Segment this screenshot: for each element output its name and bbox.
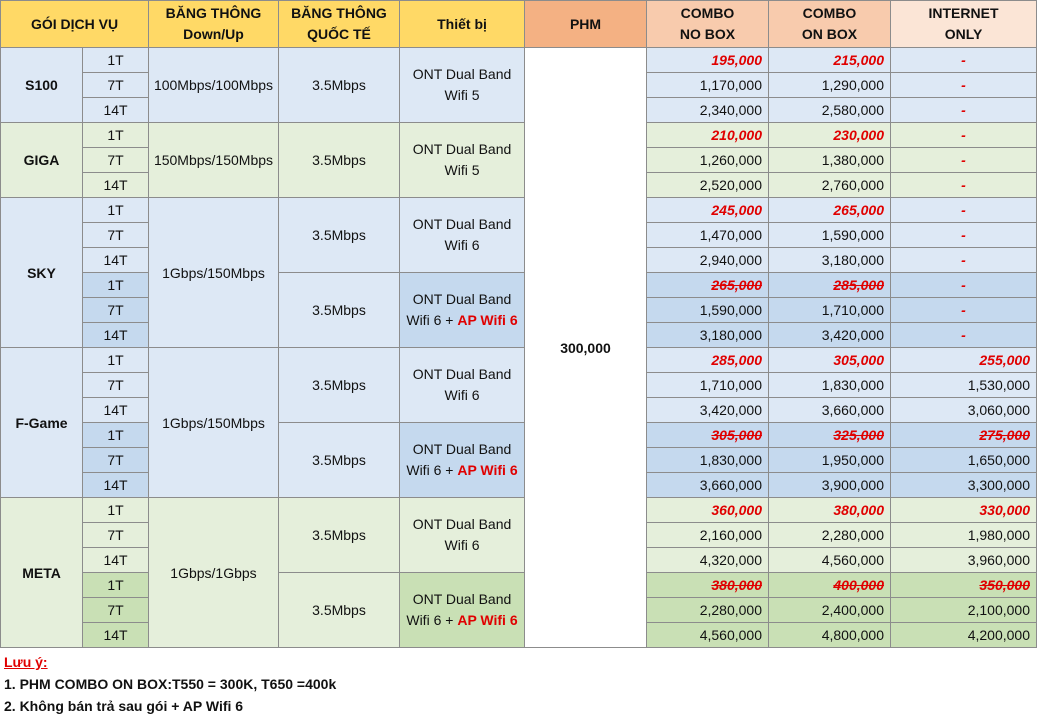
ap-wifi6-label: AP Wifi 6	[457, 312, 518, 328]
package-name: F-Game	[1, 348, 83, 498]
price-nobox: 3,660,000	[647, 473, 769, 498]
price-onbox: 325,000	[769, 423, 891, 448]
intl-bandwidth-cell: 3.5Mbps	[279, 123, 400, 198]
term-cell: 14T	[83, 323, 149, 348]
price-onbox: 1,710,000	[769, 298, 891, 323]
price-nobox: 360,000	[647, 498, 769, 523]
price-nobox: 3,420,000	[647, 398, 769, 423]
bandwidth-cell: 1Gbps/150Mbps	[149, 348, 279, 498]
price-inet: -	[891, 148, 1037, 173]
price-onbox: 3,180,000	[769, 248, 891, 273]
pricing-table-body	[1, 48, 1037, 648]
term-cell: 1T	[83, 573, 149, 598]
price-inet: -	[891, 198, 1037, 223]
term-cell: 14T	[83, 173, 149, 198]
price-onbox: 1,380,000	[769, 148, 891, 173]
device-line-2: Wifi 6	[444, 537, 480, 553]
term-cell: 1T	[83, 273, 149, 298]
note-line-2: 2. Không bán trả sau gói + AP Wifi 6	[4, 698, 244, 714]
price-inet: -	[891, 123, 1037, 148]
device-cell	[400, 273, 525, 348]
bandwidth-cell: 1Gbps/150Mbps	[149, 198, 279, 348]
price-onbox: 3,420,000	[769, 323, 891, 348]
bandwidth-cell: 1Gbps/1Gbps	[149, 498, 279, 648]
device-line-2: Wifi 6 +	[406, 462, 458, 478]
price-nobox: 265,000	[647, 273, 769, 298]
price-nobox: 4,320,000	[647, 548, 769, 573]
term-cell: 7T	[83, 373, 149, 398]
price-nobox: 2,940,000	[647, 248, 769, 273]
intl-bandwidth-cell: 3.5Mbps	[279, 423, 400, 498]
price-onbox: 4,800,000	[769, 623, 891, 648]
device-cell	[400, 498, 525, 573]
price-nobox: 210,000	[647, 123, 769, 148]
header-intl-bandwidth: BĂNG THÔNG QUỐC TẾ	[279, 1, 400, 48]
ap-wifi6-label: AP Wifi 6	[457, 612, 518, 628]
device-line-1: ONT Dual Band	[412, 66, 512, 82]
price-inet: -	[891, 223, 1037, 248]
price-onbox: 215,000	[769, 48, 891, 73]
price-inet: -	[891, 248, 1037, 273]
device-line-1: ONT Dual Band	[412, 516, 512, 532]
intl-bandwidth-cell: 3.5Mbps	[279, 198, 400, 273]
price-inet: -	[891, 173, 1037, 198]
device-cell	[400, 48, 525, 123]
table-row	[1, 348, 1037, 373]
device-line-1: ONT Dual Band	[412, 591, 512, 607]
term-cell: 1T	[83, 123, 149, 148]
header-internet-only: INTERNET ONLY	[891, 1, 1037, 48]
price-onbox: 2,760,000	[769, 173, 891, 198]
phm-value: 300,000	[525, 48, 647, 648]
term-cell: 1T	[83, 348, 149, 373]
device-line-2: Wifi 6	[444, 237, 480, 253]
price-nobox: 380,000	[647, 573, 769, 598]
price-inet: -	[891, 298, 1037, 323]
term-cell: 1T	[83, 198, 149, 223]
device-line-2: Wifi 6	[444, 387, 480, 403]
table-row	[1, 48, 1037, 73]
device-line-2: Wifi 5	[444, 87, 480, 103]
intl-bandwidth-cell: 3.5Mbps	[279, 348, 400, 423]
price-onbox: 1,950,000	[769, 448, 891, 473]
device-cell	[400, 198, 525, 273]
price-onbox: 265,000	[769, 198, 891, 223]
price-nobox: 305,000	[647, 423, 769, 448]
price-onbox: 3,900,000	[769, 473, 891, 498]
term-cell: 14T	[83, 398, 149, 423]
table-row	[1, 498, 1037, 523]
price-nobox: 195,000	[647, 48, 769, 73]
price-onbox: 1,830,000	[769, 373, 891, 398]
price-inet: 4,200,000	[891, 623, 1037, 648]
price-inet: -	[891, 323, 1037, 348]
term-cell: 1T	[83, 498, 149, 523]
device-cell	[400, 348, 525, 423]
price-nobox: 1,260,000	[647, 148, 769, 173]
price-nobox: 4,560,000	[647, 623, 769, 648]
package-name: GIGA	[1, 123, 83, 198]
device-cell	[400, 423, 525, 498]
term-cell: 7T	[83, 298, 149, 323]
price-onbox: 2,280,000	[769, 523, 891, 548]
package-name: META	[1, 498, 83, 648]
price-onbox: 1,590,000	[769, 223, 891, 248]
term-cell: 7T	[83, 448, 149, 473]
price-inet: 3,960,000	[891, 548, 1037, 573]
header-row	[1, 1, 1037, 48]
term-cell: 7T	[83, 598, 149, 623]
price-nobox: 285,000	[647, 348, 769, 373]
price-nobox: 2,520,000	[647, 173, 769, 198]
table-row	[1, 198, 1037, 223]
bandwidth-cell: 150Mbps/150Mbps	[149, 123, 279, 198]
price-inet: 330,000	[891, 498, 1037, 523]
device-cell	[400, 123, 525, 198]
price-nobox: 1,170,000	[647, 73, 769, 98]
package-name: SKY	[1, 198, 83, 348]
device-line-2: Wifi 6 +	[406, 612, 458, 628]
header-combo-onbox: COMBO ON BOX	[769, 1, 891, 48]
price-nobox: 245,000	[647, 198, 769, 223]
header-package: GÓI DỊCH VỤ	[1, 1, 149, 48]
price-onbox: 2,580,000	[769, 98, 891, 123]
intl-bandwidth-cell: 3.5Mbps	[279, 273, 400, 348]
table-row	[1, 123, 1037, 148]
price-onbox: 285,000	[769, 273, 891, 298]
device-line-1: ONT Dual Band	[412, 366, 512, 382]
notes-title: Lưu ý:	[4, 654, 48, 670]
header-bandwidth: BĂNG THÔNG Down/Up	[149, 1, 279, 48]
term-cell: 7T	[83, 223, 149, 248]
price-inet: 1,980,000	[891, 523, 1037, 548]
device-line-2: Wifi 5	[444, 162, 480, 178]
price-nobox: 1,830,000	[647, 448, 769, 473]
price-inet: 275,000	[891, 423, 1037, 448]
term-cell: 7T	[83, 523, 149, 548]
device-line-2: Wifi 6 +	[406, 312, 458, 328]
bandwidth-cell: 100Mbps/100Mbps	[149, 48, 279, 123]
device-line-1: ONT Dual Band	[412, 441, 512, 457]
price-nobox: 3,180,000	[647, 323, 769, 348]
price-nobox: 2,160,000	[647, 523, 769, 548]
intl-bandwidth-cell: 3.5Mbps	[279, 48, 400, 123]
price-nobox: 1,710,000	[647, 373, 769, 398]
price-onbox: 380,000	[769, 498, 891, 523]
term-cell: 14T	[83, 548, 149, 573]
device-cell	[400, 573, 525, 648]
device-line-1: ONT Dual Band	[412, 291, 512, 307]
price-inet: 255,000	[891, 348, 1037, 373]
device-line-1: ONT Dual Band	[412, 216, 512, 232]
price-onbox: 2,400,000	[769, 598, 891, 623]
price-nobox: 1,470,000	[647, 223, 769, 248]
intl-bandwidth-cell: 3.5Mbps	[279, 573, 400, 648]
header-combo-nobox: COMBO NO BOX	[647, 1, 769, 48]
price-onbox: 400,000	[769, 573, 891, 598]
term-cell: 1T	[83, 423, 149, 448]
price-inet: 3,060,000	[891, 398, 1037, 423]
price-inet: 350,000	[891, 573, 1037, 598]
price-inet: -	[891, 48, 1037, 73]
price-onbox: 305,000	[769, 348, 891, 373]
intl-bandwidth-cell: 3.5Mbps	[279, 498, 400, 573]
price-inet: 1,530,000	[891, 373, 1037, 398]
price-nobox: 2,280,000	[647, 598, 769, 623]
header-device: Thiết bị	[400, 1, 525, 48]
price-inet: -	[891, 73, 1037, 98]
price-onbox: 230,000	[769, 123, 891, 148]
price-onbox: 3,660,000	[769, 398, 891, 423]
header-phm: PHM	[525, 1, 647, 48]
term-cell: 1T	[83, 48, 149, 73]
device-line-1: ONT Dual Band	[412, 141, 512, 157]
term-cell: 7T	[83, 148, 149, 173]
price-inet: 3,300,000	[891, 473, 1037, 498]
ap-wifi6-label: AP Wifi 6	[457, 462, 518, 478]
term-cell: 14T	[83, 473, 149, 498]
price-inet: -	[891, 273, 1037, 298]
price-inet: 1,650,000	[891, 448, 1037, 473]
price-inet: 2,100,000	[891, 598, 1037, 623]
price-nobox: 1,590,000	[647, 298, 769, 323]
notes-section	[4, 651, 336, 717]
package-name: S100	[1, 48, 83, 123]
price-onbox: 4,560,000	[769, 548, 891, 573]
term-cell: 14T	[83, 98, 149, 123]
price-inet: -	[891, 98, 1037, 123]
price-onbox: 1,290,000	[769, 73, 891, 98]
term-cell: 14T	[83, 623, 149, 648]
price-nobox: 2,340,000	[647, 98, 769, 123]
term-cell: 7T	[83, 73, 149, 98]
note-line-1: 1. PHM COMBO ON BOX:T550 = 300K, T650 =400k	[4, 676, 337, 692]
term-cell: 14T	[83, 248, 149, 273]
